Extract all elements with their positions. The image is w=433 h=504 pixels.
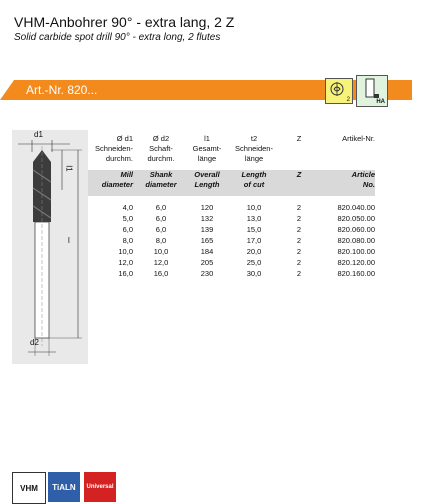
header-line: Z (296, 170, 302, 179)
header-line: Ø d2 (152, 134, 170, 143)
table-row-cell: 6,0 (155, 203, 167, 212)
table-row-cell: 13,0 (246, 214, 262, 223)
table-row-cell: 2 (296, 225, 302, 234)
table-row-cell: 820.040.00 (337, 203, 375, 212)
table-row-cell: 2 (296, 247, 302, 256)
table-row-cell: 15,0 (246, 225, 262, 234)
table-row-cell: 2 (296, 258, 302, 267)
table-row-cell: 230 (200, 269, 214, 278)
table-row-cell: 16,0 (153, 269, 169, 278)
flute-count-label: 2 (346, 97, 350, 103)
l-label: l (68, 236, 70, 245)
table-row-cell: 8,0 (122, 236, 133, 245)
shank-ha-icon (356, 75, 388, 107)
table-row-cell: 2 (296, 203, 302, 212)
product-subtitle: Solid carbide spot drill 90° - extra long, 2 flutes (14, 32, 221, 43)
header-line: diameter (101, 180, 133, 189)
article-number-label: Art.-Nr. 820... (26, 83, 98, 97)
table-row-cell: 16,0 (118, 269, 133, 278)
table-row-cell: 820.100.00 (337, 247, 375, 256)
d2-label: d2 (30, 338, 39, 347)
header-line: Length (241, 170, 267, 179)
spiral-drill-icon (325, 78, 353, 104)
header-de-row-cell (185, 134, 229, 170)
vhm-logo: VHM (12, 472, 46, 504)
table-row (88, 246, 375, 257)
header-line: Schneiden- (95, 144, 133, 153)
header-line: Overall (194, 170, 220, 179)
header-line: Length (194, 180, 220, 189)
header-line: länge (244, 154, 264, 163)
table-row (88, 268, 375, 279)
header-line: No. (362, 180, 375, 189)
table-row-cell: 165 (200, 236, 214, 245)
header-de-row-cell (319, 134, 375, 170)
table-row-cell: 30,0 (246, 269, 262, 278)
table-row (88, 257, 375, 268)
header-en-row-cell (229, 170, 279, 196)
header-line: Gesamt- (192, 144, 222, 153)
table-row-cell: 6,0 (155, 214, 167, 223)
spot-drill-diagram (12, 130, 88, 364)
header-en-row (88, 170, 375, 196)
header-line: Shank (149, 170, 173, 179)
table-row-cell: 120 (200, 203, 214, 212)
table-row-cell: 12,0 (118, 258, 133, 267)
table-row (88, 224, 375, 235)
table-row (88, 202, 375, 213)
header-en-row-cell (88, 170, 137, 196)
header-line: diameter (145, 180, 177, 189)
header-en-row-cell (137, 170, 185, 196)
header-de-row-cell (229, 134, 279, 170)
table-row-cell: 820.080.00 (337, 236, 375, 245)
header-line: länge (197, 154, 217, 163)
table-row (88, 213, 375, 224)
table-row-cell: 10,0 (246, 203, 262, 212)
table-row-cell: 820.160.00 (337, 269, 375, 278)
header-de-row-cell (137, 134, 185, 170)
table-row-cell: 205 (200, 258, 214, 267)
table-row-cell: 6,0 (122, 225, 133, 234)
header-line: Artikel-Nr. (342, 134, 375, 143)
table-row-cell: 2 (296, 236, 302, 245)
table-row-cell: 184 (200, 247, 214, 256)
header-de-row-cell (279, 134, 319, 170)
table-row-cell: 132 (200, 214, 214, 223)
table-row-cell: 8,0 (155, 236, 167, 245)
table-row-cell: 5,0 (122, 214, 133, 223)
tialn-logo: TiALN (48, 472, 80, 502)
header-line: Ø d1 (116, 134, 133, 143)
table-row-cell: 820.050.00 (337, 214, 375, 223)
table-row-cell: 12,0 (153, 258, 169, 267)
header-line: Mill (120, 170, 133, 179)
table-row-cell: 4,0 (122, 203, 133, 212)
product-title: VHM-Anbohrer 90° - extra lang, 2 Z (14, 14, 235, 30)
header-line: Schneiden- (235, 144, 273, 153)
table-row-cell: 2 (296, 269, 302, 278)
table-row-cell: 820.120.00 (337, 258, 375, 267)
header-line: l1 (204, 134, 210, 143)
ha-label: HA (376, 99, 385, 105)
table-row (88, 235, 375, 246)
table-row-cell: 6,0 (155, 225, 167, 234)
header-line: of cut (243, 180, 265, 189)
table-row-cell: 139 (200, 225, 214, 234)
l1-label: l1 (64, 165, 74, 172)
header-en-row-cell (279, 170, 319, 196)
table-row-cell: 2 (296, 214, 302, 223)
header-en-row-cell (319, 170, 375, 196)
header-line: t2 (250, 134, 258, 143)
header-de-row-cell (88, 134, 137, 170)
header-line: Z (296, 134, 302, 143)
table-row-cell: 20,0 (246, 247, 262, 256)
table-row-cell: 820.060.00 (337, 225, 375, 234)
table-row-cell: 10,0 (153, 247, 169, 256)
d1-label: d1 (34, 130, 43, 139)
table-row-cell: 17,0 (246, 236, 262, 245)
universal-logo: Universal (84, 472, 116, 502)
spec-table (88, 134, 375, 279)
header-line: Schaft- (149, 144, 173, 153)
table-row-cell: 25,0 (246, 258, 262, 267)
header-line: Article (351, 170, 375, 179)
header-en-row-cell (185, 170, 229, 196)
header-line: durchm. (147, 154, 175, 163)
table-row-cell: 10,0 (118, 247, 133, 256)
header-line: durchm. (105, 154, 133, 163)
header-de-row (88, 134, 375, 170)
